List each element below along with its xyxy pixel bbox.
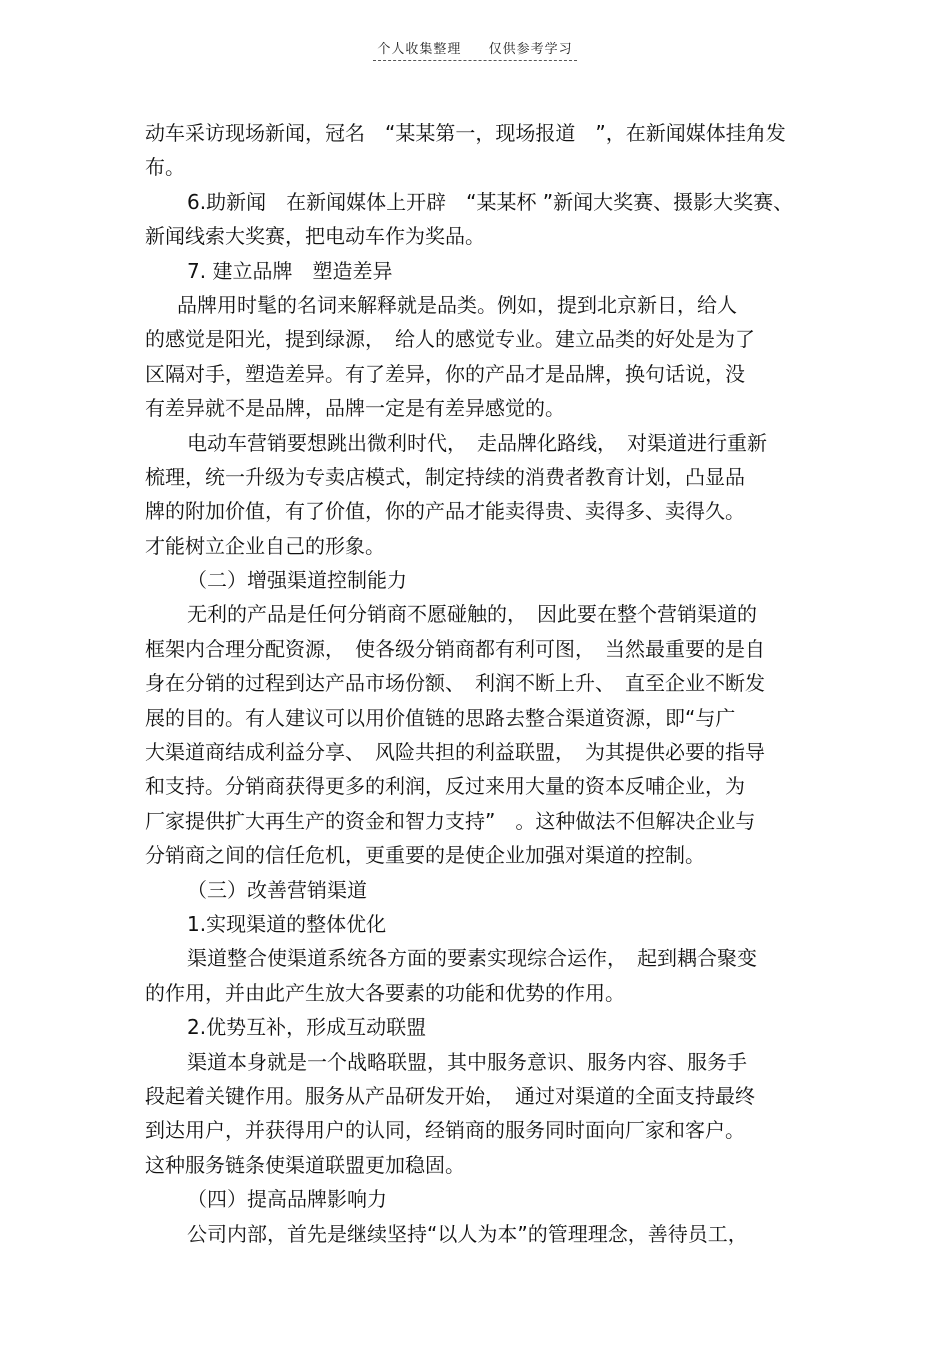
text-line: 才能树立企业自己的形象。: [145, 533, 385, 558]
document-body: [145, 116, 805, 1251]
text-line: 的作用，并由此产生放大各要素的功能和优势的作用。: [145, 980, 625, 1005]
text-line: 有差异就不是品牌，品牌一定是有差异感觉的。: [145, 396, 565, 421]
text-line: 品牌用时髦的名词来解释就是品类。例如，提到北京新日，给人: [177, 292, 737, 317]
text-line: 渠道本身就是一个战略联盟，其中服务意识、服务内容、服务手: [187, 1049, 747, 1074]
text-line: 和支持。分销商获得更多的利润，反过来用大量的资本反哺企业，为: [145, 774, 745, 799]
text-line: （四）提高品牌影响力: [187, 1187, 387, 1212]
text-line: 7. 建立品牌 塑造差异: [187, 258, 393, 283]
text-line: 这种服务链条使渠道联盟更加稳固。: [145, 1152, 465, 1177]
text-line: 布。: [145, 155, 185, 180]
text-line: 厂家提供扩大再生产的资金和智力支持” 。这种做法不但解决企业与: [145, 808, 756, 833]
text-line: 大渠道商结成利益分享、 风险共担的利益联盟， 为其提供必要的指导: [145, 740, 765, 765]
text-line: 6.助新闻 在新闻媒体上开辟 “某某杯 ”新闻大奖赛、摄影大奖赛、: [187, 189, 794, 214]
text-line: 2.优势互补，形成互动联盟: [187, 1015, 427, 1040]
page-header: [0, 38, 950, 61]
text-line: （二）增强渠道控制能力: [187, 568, 407, 593]
text-line: 新闻线索大奖赛，把电动车作为奖品。: [145, 224, 485, 249]
text-line: 公司内部，首先是继续坚持“以人为本”的管理理念，善待员工，: [187, 1221, 748, 1246]
text-line: 区隔对手，塑造差异。有了差异，你的产品才是品牌，换句话说，没: [145, 361, 745, 386]
text-line: 到达用户，并获得用户的认同，经销商的服务同时面向厂家和客户。: [145, 1118, 745, 1143]
header-left-text: 个人收集整理: [377, 42, 462, 57]
header-right-text: 仅供参考学习: [488, 42, 573, 57]
text-line: 的感觉是阳光，提到绿源， 给人的感觉专业。建立品类的好处是为了: [145, 327, 755, 352]
text-line: 无利的产品是任何分销商不愿碰触的， 因此要在整个营销渠道的: [187, 602, 757, 627]
text-line: 电动车营销要想跳出微利时代， 走品牌化路线， 对渠道进行重新: [187, 430, 767, 455]
text-line: 动车采访现场新闻，冠名 “某某第一，现场报道 ”，在新闻媒体挂角发: [145, 121, 786, 145]
text-line: （三）改善营销渠道: [187, 877, 367, 902]
header-underline: [373, 38, 576, 61]
text-line: 段起着关键作用。服务从产品研发开始， 通过对渠道的全面支持最终: [145, 1083, 755, 1108]
text-line: 框架内合理分配资源， 使各级分销商都有利可图， 当然最重要的是自: [145, 636, 765, 661]
text-line: 梳理，统一升级为专卖店模式，制定持续的消费者教育计划，凸显品: [145, 464, 745, 489]
text-line: 1.实现渠道的整体优化: [187, 911, 387, 936]
text-line: 展的目的。有人建议可以用价值链的思路去整合渠道资源，即“与广: [145, 705, 736, 730]
text-line: 渠道整合使渠道系统各方面的要素实现综合运作， 起到耦合聚变: [187, 946, 757, 971]
text-line: 身在分销的过程到达产品市场份额、 利润不断上升、 直至企业不断发: [145, 671, 765, 696]
text-line: 分销商之间的信任危机，更重要的是使企业加强对渠道的控制。: [145, 843, 705, 868]
text-line: 牌的附加价值，有了价值，你的产品才能卖得贵、卖得多、卖得久。: [145, 499, 745, 524]
